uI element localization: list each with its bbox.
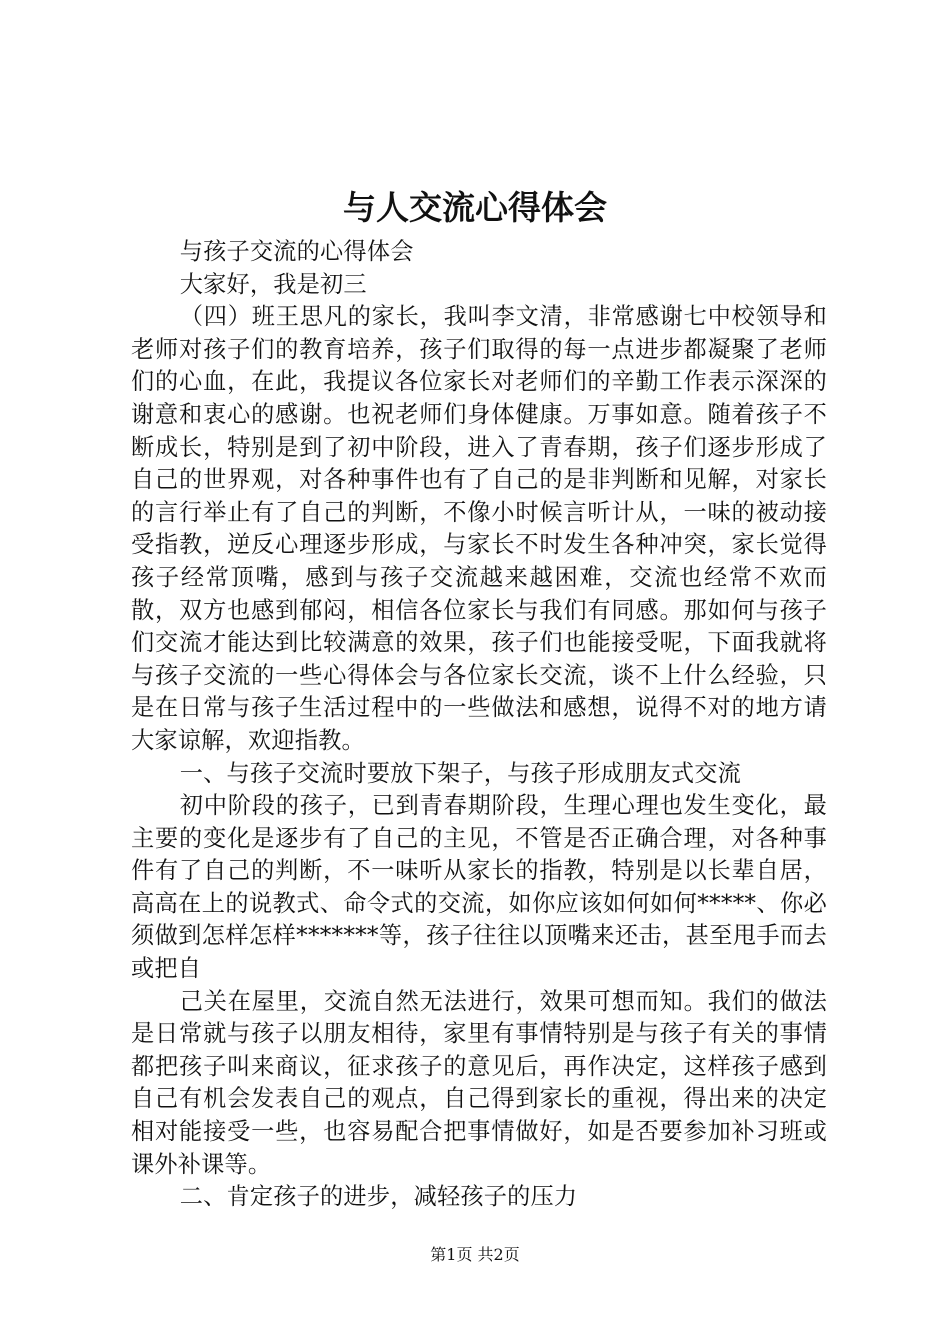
paragraph-greeting: 大家好，我是初三 [179, 270, 367, 298]
section-heading-2: 二、肯定孩子的进步，减轻孩子的压力 [179, 1183, 578, 1211]
paragraph-section-1a: 初中阶段的孩子，已到青春期阶段，生理心理也发生变化，最主要的变化是逐步有了自己的主见，不管是否正确合理，对各种事件有了自己的判断，不一味听从家长的指教，特别是以长辈自居，高高在上的说教式、命令式的交流，如你应该如何如何*****、你必须做到怎样怎样*******等，孩子往往以顶嘴来还击，甚至甩手而去或把自 [131, 792, 827, 983]
section-heading-1: 一、与孩子交流时要放下架子，与孩子形成朋友式交流 [179, 759, 742, 787]
page-number-footer: 第1页 共2页 [430, 1245, 520, 1264]
paragraph-section-1b: 己关在屋里，交流自然无法进行，效果可想而知。我们的做法是日常就与孩子以朋友相待，家里有事情特别是与孩子有关的事情都把孩子叫来商议，征求孩子的意见后，再作决定，这样孩子感到自己有机会发表自己的观点，自己得到家长的重视，得出来的决定相对能接受一些，也容易配合把事情做好，如是否要参加补习班或课外补课等。 [131, 987, 827, 1178]
document-body [131, 236, 827, 1214]
paragraph-introduction: （四）班王思凡的家长，我叫李文清，非常感谢七中校领导和老师对孩子们的教育培养，孩子们取得的每一点进步都凝聚了老师们的心血，在此，我提议各位家长对老师们的辛勤工作表示深深的谢意和衷心的感谢。也祝老师们身体健康。万事如意。随着孩子不断成长，特别是到了初中阶段，进入了青春期，孩子们逐步形成了自己的世界观，对各种事件也有了自己的是非判断和见解，对家长的言行举止有了自己的判断，不像小时候言听计从，一味的被动接受指教，逆反心理逐步形成，与家长不时发生各种冲突，家长觉得孩子经常顶嘴，感到与孩子交流越来越困难，交流也经常不欢而散，双方也感到郁闷，相信各位家长与我们有同感。那如何与孩子们交流才能达到比较满意的效果，孩子们也能接受呢，下面我就将与孩子交流的一些心得体会与各位家长交流，谈不上什么经验，只是在日常与孩子生活过程中的一些做法和感想，说得不对的地方请大家谅解，欢迎指教。 [131, 303, 827, 754]
paragraph-subtitle: 与孩子交流的心得体会 [179, 238, 414, 265]
document-title: 与人交流心得体会 [343, 188, 607, 227]
